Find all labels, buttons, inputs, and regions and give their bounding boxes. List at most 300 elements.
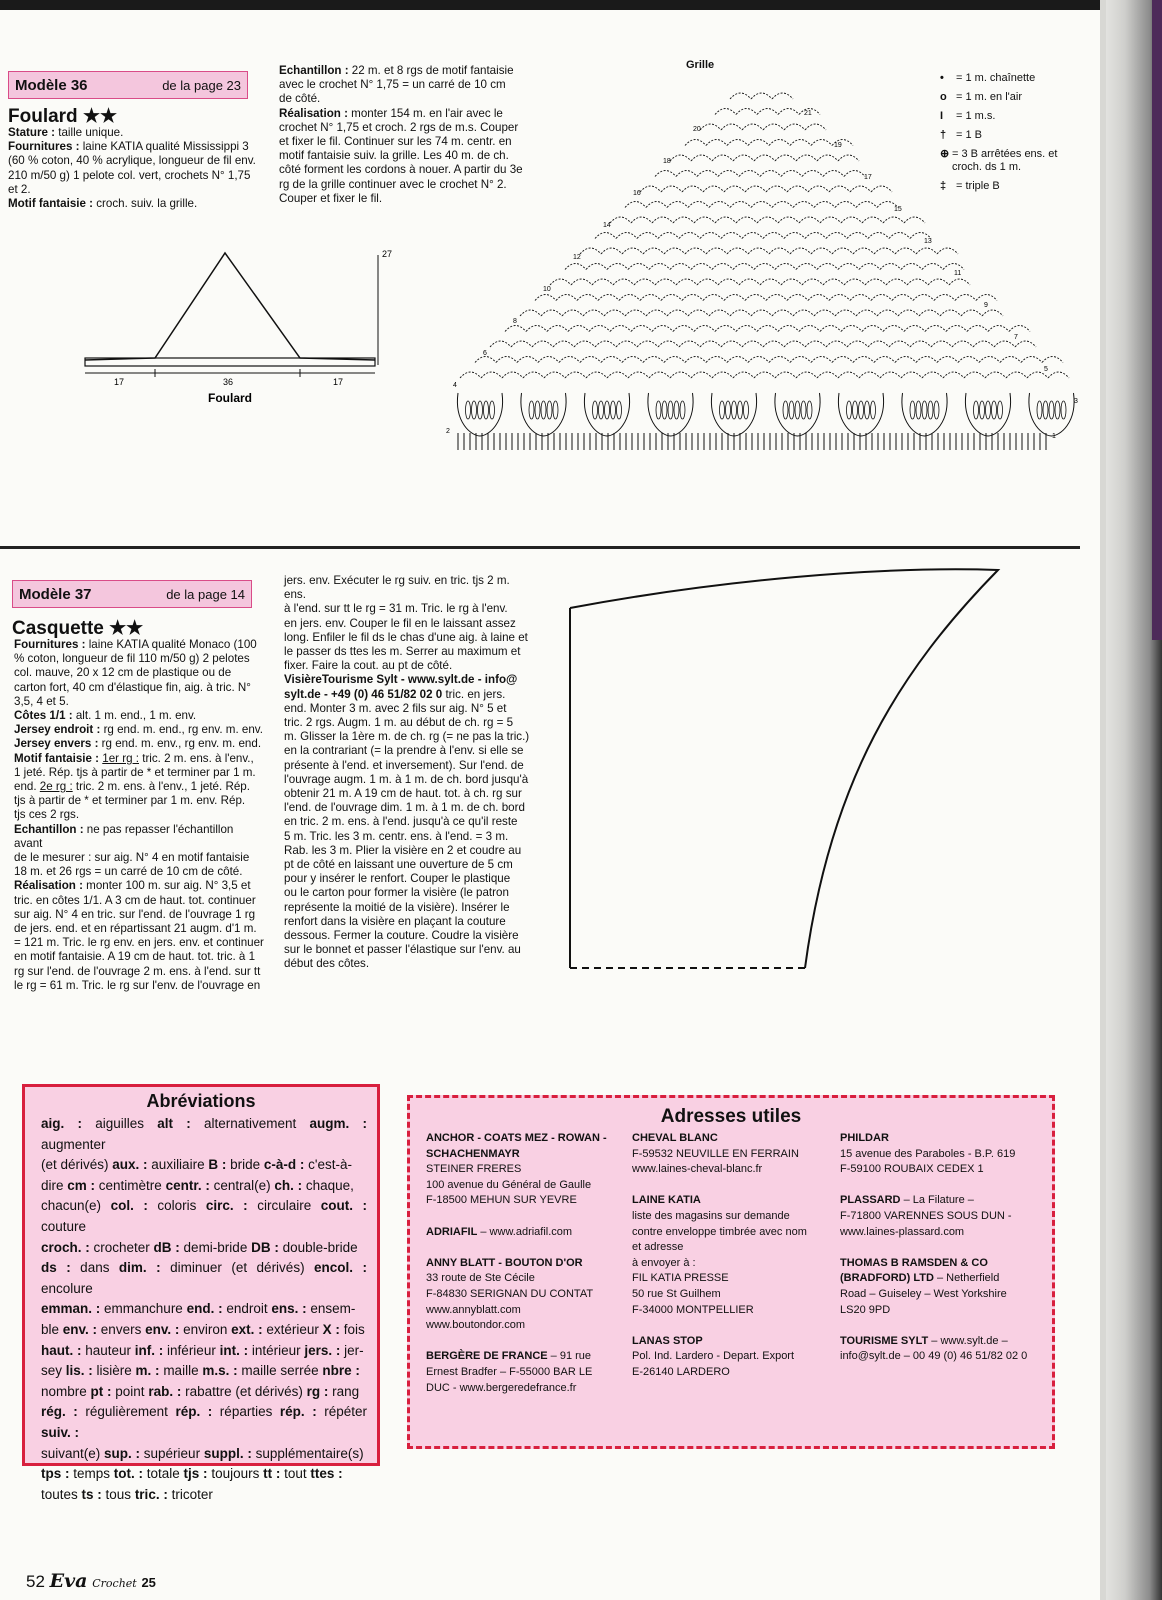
- grid-fan-petal: [553, 401, 558, 419]
- grid-chain-loop: [922, 372, 943, 378]
- grid-chain-loop: [775, 372, 796, 378]
- grid-chain-loop: [793, 310, 814, 316]
- address-line: et adresse: [632, 1241, 684, 1254]
- grid-row-number: 16: [633, 190, 641, 197]
- grid-fan-petal: [605, 401, 610, 419]
- grid-chain-loop: [943, 264, 964, 270]
- grid-chain-loop: [601, 357, 622, 363]
- address-line: www.annyblatt.com: [426, 1303, 521, 1316]
- grid-chain-loop: [784, 124, 805, 130]
- address-line: à envoyer à :: [632, 1256, 696, 1269]
- grid-chain-loop: [649, 264, 670, 270]
- address-line: PHILDAR: [840, 1132, 889, 1144]
- grid-chain-loop: [814, 202, 835, 208]
- grid-row-number: 9: [984, 302, 988, 309]
- grid-chain-loop: [691, 264, 712, 270]
- grid-chain-loop: [781, 171, 802, 177]
- grid-chain-loop: [892, 295, 913, 301]
- grid-chain-loop: [778, 109, 799, 115]
- grid-chain-loop: [580, 357, 601, 363]
- abbreviation-line: ble env. : envers env. : environ ext. : extérieur X : fois: [41, 1321, 365, 1337]
- address-line: info@sylt.de – 00 49 (0) 46 51/82 02 0: [840, 1350, 1028, 1363]
- grid-chain-loop: [808, 295, 829, 301]
- grid-chain-loop: [685, 140, 706, 146]
- grid-chain-loop: [460, 372, 481, 378]
- grid-chain-loop: [553, 341, 574, 347]
- grid-chain-loop: [1015, 341, 1036, 347]
- grid-chain-loop: [850, 186, 871, 192]
- text-line: jers. env. Exécuter le rg suiv. en tric. tjs 2 m. ens.: [284, 574, 510, 602]
- grid-row-number: 20: [693, 126, 701, 133]
- text-line: tric. en côtes 1/1. A 3 cm de haut. tot. continuer: [14, 893, 256, 907]
- model-37-label: Modèle 37: [19, 586, 92, 603]
- grid-chain-loop: [931, 341, 952, 347]
- model-36-supplies: [8, 126, 263, 211]
- grid-chain-loop: [583, 310, 604, 316]
- grid-fan-petal: [490, 401, 495, 419]
- text-line: end. Monter 3 m. avec 2 fils sur aig. N° 5 et: [284, 701, 507, 715]
- text-line: avec le crochet N° 1,75 = un carré de 10 cm: [279, 78, 506, 92]
- page-number: 52: [26, 1572, 45, 1591]
- grid-chain-loop: [754, 264, 775, 270]
- grid-chain-loop: [796, 372, 817, 378]
- grid-chain-loop: [532, 341, 553, 347]
- grid-chain-loop: [751, 93, 772, 99]
- grid-chain-loop: [955, 295, 976, 301]
- text-line: Motif fantaisie : croch. suiv. la grille.: [8, 197, 198, 211]
- address-line: 33 route de Ste Cécile: [426, 1272, 535, 1285]
- text-line: début des côtes.: [284, 957, 370, 971]
- grid-chain-loop: [742, 124, 763, 130]
- grid-chain-loop: [730, 202, 751, 208]
- address-line: LS20 9PD: [840, 1303, 891, 1316]
- text-line: en tric. 2 m. ens. à l'end. jusqu'à ce qu'il reste: [284, 815, 518, 829]
- text-line: de côté.: [279, 92, 321, 106]
- text-line: côté forment les cordons à nouer. A partir du 3e: [279, 163, 523, 177]
- grid-chain-loop: [766, 295, 787, 301]
- grid-chain-loop: [727, 357, 748, 363]
- grid-chain-loop: [826, 233, 847, 239]
- grid-chain-loop: [973, 341, 994, 347]
- grid-chain-loop: [763, 233, 784, 239]
- address-line: SCHACHENMAYR: [426, 1147, 520, 1160]
- grid-chain-loop: [691, 372, 712, 378]
- text-line: et 2.: [8, 182, 31, 196]
- address-line: BERGÈRE DE FRANCE – 91 rue: [426, 1350, 592, 1363]
- grid-chain-loop: [982, 310, 1003, 316]
- grid-fan-petal: [1043, 401, 1048, 419]
- grid-fan-petal: [541, 401, 546, 419]
- grid-chain-loop: [547, 326, 568, 332]
- grid-chain-loop: [670, 264, 691, 270]
- grid-chain-loop: [802, 279, 823, 285]
- grid-chain-loop: [664, 357, 685, 363]
- grid-fan-petal: [922, 401, 927, 419]
- text-line: rg de la grille continuer avec le crochet N° 2.: [279, 177, 507, 191]
- address-line: ADRIAFIL – www.adriafil.com: [426, 1225, 573, 1238]
- grid-chain-loop: [679, 233, 700, 239]
- grid-fan-petal: [529, 401, 534, 419]
- grid-chain-loop: [694, 217, 715, 223]
- text-line: tric. 2 rgs. Augm. 1 m. au début de ch. rg = 5: [284, 716, 514, 730]
- grid-chain-loop: [535, 295, 556, 301]
- grid-chain-loop: [502, 372, 523, 378]
- text-line: motif fantaisie suiv. la grille. Les 40 m. de ch.: [279, 149, 509, 163]
- grid-chain-loop: [778, 217, 799, 223]
- grid-row-number: 21: [804, 110, 812, 117]
- grid-chain-loop: [907, 279, 928, 285]
- grid-chain-loop: [685, 248, 706, 254]
- grid-row-number: 17: [864, 174, 872, 181]
- grid-chain-loop: [715, 326, 736, 332]
- grid-chain-loop: [568, 326, 589, 332]
- grid-chain-loop: [523, 372, 544, 378]
- grid-row-number: 6: [483, 350, 487, 357]
- grid-row-number: 1: [1052, 433, 1056, 440]
- grid-fan-petal: [1055, 401, 1060, 419]
- grid-chain-loop: [571, 279, 592, 285]
- grid-chain-loop: [916, 357, 937, 363]
- grid-chain-loop: [565, 372, 586, 378]
- legend-text: = 1 m.s.: [956, 110, 996, 122]
- text-line: crochet N° 1,75 et croch. 2 rgs de m.s. Couper: [279, 120, 519, 134]
- grid-chain-loop: [748, 248, 769, 254]
- grid-chain-loop: [643, 357, 664, 363]
- text-line: col. mauve, 20 x 12 cm de plastique ou de: [14, 666, 232, 680]
- grid-chain-loop: [967, 326, 988, 332]
- grid-fan: [711, 393, 756, 436]
- address-line: F-84830 SERIGNAN DU CONTAT: [426, 1287, 594, 1300]
- grid-chain-loop: [784, 341, 805, 347]
- grid-row-number: 15: [894, 206, 902, 213]
- grid-chain-loop: [1000, 357, 1021, 363]
- grid-chain-loop: [631, 217, 652, 223]
- text-line: de jers. end. et en répartissant 21 augm. d'1 m.: [14, 922, 257, 936]
- grid-fan-petal: [484, 401, 489, 419]
- grid-chain-loop: [496, 357, 517, 363]
- address-line: F-59100 ROUBAIX CEDEX 1: [840, 1163, 984, 1176]
- text-line: en jers. env. Couper le fil en le laissant assez: [284, 616, 516, 630]
- grid-chain-loop: [937, 248, 958, 254]
- address-line: liste des magasins sur demande: [632, 1209, 790, 1222]
- text-line: l'ouvrage augm. 1 m. à 1 m. de ch. bord jusqu'à: [284, 772, 529, 786]
- addresses-box: [407, 1095, 1055, 1449]
- text-line: Jersey envers : rg end. m. env., rg env. m. end.: [14, 737, 262, 751]
- legend-symbol: ⊕: [940, 148, 950, 160]
- grid-chain-loop: [718, 171, 739, 177]
- grid-chain-loop: [607, 372, 628, 378]
- grid-chain-loop: [769, 140, 790, 146]
- grid-title: Grille: [686, 59, 715, 71]
- grid-chain-loop: [637, 233, 658, 239]
- grid-chain-loop: [610, 217, 631, 223]
- text-line: Rab. les 3 m. Plier la visière en 2 et coudre au: [284, 843, 522, 857]
- grid-chain-loop: [754, 372, 775, 378]
- abbreviation-line: sey lis. : lisière m. : maille m.s. : maille serrée nbre :: [41, 1363, 360, 1379]
- grid-chain-loop: [787, 295, 808, 301]
- issue-number: 25: [141, 1575, 156, 1590]
- grid-chain-loop: [934, 295, 955, 301]
- grid-chain-loop: [559, 357, 580, 363]
- grid-fan-petal: [928, 401, 933, 419]
- grid-chain-loop: [832, 248, 853, 254]
- grid-chain-loop: [757, 109, 778, 115]
- address-line: [840, 1240, 1050, 1256]
- grid-legend: [940, 70, 1085, 199]
- grid-chain-loop: [910, 341, 931, 347]
- grid-chain-loop: [511, 341, 532, 347]
- grid-chain-loop: [745, 186, 766, 192]
- grid-chain-loop: [733, 372, 754, 378]
- grid-chain-loop: [817, 372, 838, 378]
- grid-fan-petal: [599, 401, 604, 419]
- grid-chain-loop: [862, 326, 883, 332]
- grid-chain-loop: [862, 217, 883, 223]
- grid-chain-loop: [895, 357, 916, 363]
- grid-chain-loop: [676, 279, 697, 285]
- abbreviation-line: dire cm : centimètre centr. : central(e) ch. : chaque,: [41, 1177, 354, 1193]
- grid-chain-loop: [640, 186, 661, 192]
- address-line: 50 rue St Guilhem: [632, 1287, 721, 1300]
- grid-chain-loop: [706, 357, 727, 363]
- grid-chain-loop: [949, 279, 970, 285]
- grid-fan-petal: [934, 401, 939, 419]
- text-line: représente la moitié de la visière). Insérer le: [284, 900, 510, 914]
- grid-chain-loop: [904, 217, 925, 223]
- grid-chain-loop: [760, 171, 781, 177]
- text-line: présente à l'end. et inversement). Sur l'end. de: [284, 758, 524, 772]
- model-36-title: Foulard ★★: [8, 106, 118, 127]
- grid-chain-loop: [880, 264, 901, 270]
- grid-fan-petal: [998, 401, 1003, 419]
- abbreviation-line: rég. : régulièrement rép. : réparties rép. : répéter suiv. :: [41, 1404, 368, 1440]
- abbreviation-line: (et dérivés) aux. : auxiliaire B : bride c-à-d : c'est-à-: [41, 1157, 352, 1173]
- grid-chain-loop: [799, 217, 820, 223]
- address-line: [426, 1334, 626, 1350]
- model-37-page-ref: de la page 14: [166, 587, 245, 602]
- grid-chain-loop: [832, 357, 853, 363]
- grid-chain-loop: [859, 264, 880, 270]
- grid-chain-loop: [778, 326, 799, 332]
- addresses-col-3: [840, 1131, 1050, 1365]
- grid-fan-petal: [617, 401, 622, 419]
- grid-fan-petal: [720, 401, 725, 419]
- text-line: sur aig. N° 4 en tric. sur l'end. de l'ouvrage 1 rg: [14, 907, 256, 921]
- address-line: www.boutondor.com: [426, 1319, 526, 1332]
- model-37-col-1: [14, 638, 264, 993]
- grid-chain-loop: [538, 357, 559, 363]
- grid-chain-loop: [610, 326, 631, 332]
- grid-chain-loop: [889, 341, 910, 347]
- text-line: dessous. Fermer la couture. Coudre la visière: [284, 929, 519, 943]
- grid-fan-petal: [910, 401, 915, 419]
- grid-chain-loop: [937, 357, 958, 363]
- grid-chain-loop: [964, 372, 985, 378]
- grid-chain-loop: [847, 233, 868, 239]
- grid-chain-loop: [772, 93, 793, 99]
- grid-chain-loop: [790, 140, 811, 146]
- grid-chain-loop: [565, 264, 586, 270]
- grid-fan-petal: [789, 401, 794, 419]
- dim-center: 36: [223, 377, 234, 387]
- grid-row-number: 8: [513, 318, 517, 325]
- grid-chain-loop: [781, 279, 802, 285]
- grid-chain-loop: [883, 326, 904, 332]
- grid-chain-loop: [811, 248, 832, 254]
- text-line: Couper et fixer le fil.: [279, 191, 383, 205]
- grid-chain-loop: [739, 279, 760, 285]
- grid-chain-loop: [811, 357, 832, 363]
- grid-chain-loop: [715, 217, 736, 223]
- text-line: carton fort, 40 cm d'élastique fin, aig. à tric. N°: [14, 680, 251, 694]
- grid-chain-loop: [673, 326, 694, 332]
- grid-chain-loop: [649, 372, 670, 378]
- grid-chain-loop: [709, 202, 730, 208]
- text-line: en motif fantaisie. A 19 cm de haut. tot. tric. à 1: [14, 950, 256, 964]
- grid-chain-loop: [526, 326, 547, 332]
- address-line: [426, 1209, 626, 1225]
- grid-chain-loop: [754, 155, 775, 161]
- grid-chain-loop: [577, 295, 598, 301]
- grid-fan: [902, 393, 947, 436]
- grid-fan-petal: [535, 401, 540, 419]
- grid-chain-loop: [904, 326, 925, 332]
- top-bar: [0, 0, 1162, 10]
- grid-chain-loop: [835, 310, 856, 316]
- grid-chain-loop: [748, 357, 769, 363]
- grid-row-number: 4: [453, 382, 457, 389]
- text-line: 18 m. et 26 rgs = un carré de 10 cm de côté.: [14, 865, 243, 879]
- grid-chain-loop: [958, 357, 979, 363]
- grid-chain-loop: [670, 372, 691, 378]
- text-line: pour y insérer le renfort. Couper le plastique: [284, 872, 511, 886]
- grid-chain-loop: [880, 372, 901, 378]
- text-line: Réalisation : monter 100 m. sur aig. N° 3,5 et: [14, 879, 251, 893]
- grid-fan-petal: [853, 401, 858, 419]
- visor-outline: [570, 569, 998, 968]
- grid-chain-loop: [646, 202, 667, 208]
- address-line: CHEVAL BLANC: [632, 1132, 718, 1144]
- text-line: tjs ces 2 rgs.: [14, 808, 80, 822]
- grid-chain-loop: [718, 279, 739, 285]
- text-line: = 121 m. Tric. le rg env. en jers. env. et continuer: [14, 936, 264, 950]
- grid-chain-loop: [490, 341, 511, 347]
- grid-chain-loop: [859, 372, 880, 378]
- grid-chain-loop: [820, 326, 841, 332]
- grid-chain-loop: [637, 341, 658, 347]
- grid-chain-loop: [829, 295, 850, 301]
- grid-chain-loop: [1006, 372, 1027, 378]
- address-line: www.laines-plassard.com: [840, 1225, 965, 1238]
- grid-chain-loop: [688, 202, 709, 208]
- address-line: F-59532 NEUVILLE EN FERRAIN: [632, 1147, 799, 1160]
- grid-chain-loop: [751, 202, 772, 208]
- address-line: [632, 1318, 832, 1334]
- grid-chain-loop: [598, 295, 619, 301]
- cover-edge: [1152, 0, 1162, 640]
- grid-chain-loop: [820, 217, 841, 223]
- address-line: 15 avenue des Paraboles - B.P. 619: [840, 1147, 1016, 1160]
- grid-chain-loop: [475, 357, 496, 363]
- address-line: www.laines-cheval-blanc.fr: [632, 1163, 763, 1176]
- grid-chain-loop: [748, 140, 769, 146]
- page-edge-highlight: [1100, 0, 1106, 1600]
- abbreviation-line: nombre pt : point rab. : rabattre (et dérivés) rg : rang: [41, 1383, 360, 1399]
- address-line: LAINE KATIA: [632, 1194, 701, 1207]
- model-36-header: [8, 71, 248, 99]
- grid-chain-loop: [724, 186, 745, 192]
- grid-chain-loop: [664, 248, 685, 254]
- grid-chain-loop: [607, 264, 628, 270]
- grid-chain-loop: [952, 341, 973, 347]
- grid-chain-loop: [616, 341, 637, 347]
- grid-chain-loop: [856, 202, 877, 208]
- grid-chain-loop: [919, 310, 940, 316]
- text-line: Jersey endroit : rg end. m. end., rg env. m. env.: [14, 723, 263, 737]
- grid-fan: [521, 393, 566, 436]
- grid-chain-loop: [829, 186, 850, 192]
- grid-chain-loop: [646, 310, 667, 316]
- grid-chain-loop: [673, 217, 694, 223]
- address-line: THOMAS B RAMSDEN & CO: [840, 1256, 988, 1269]
- grid-chain-loop: [676, 171, 697, 177]
- grid-chain-loop: [595, 233, 616, 239]
- grid-chain-loop: [733, 155, 754, 161]
- grid-chain-loop: [775, 155, 796, 161]
- grid-fan: [457, 393, 502, 436]
- grid-chain-loop: [817, 155, 838, 161]
- grid-chain-loop: [580, 248, 601, 254]
- grid-fan: [775, 393, 820, 436]
- grid-chain-loop: [655, 279, 676, 285]
- abbreviations-title: Abréviations: [146, 1091, 256, 1111]
- model-36-label: Modèle 36: [15, 77, 88, 94]
- grid-chain-loop: [694, 326, 715, 332]
- grid-chain-loop: [889, 233, 910, 239]
- grid-chain-loop: [769, 357, 790, 363]
- grid-chain-loop: [721, 341, 742, 347]
- address-line: LANAS STOP: [632, 1334, 703, 1347]
- text-line: Réalisation : monter 154 m. en l'air avec le: [279, 106, 503, 120]
- grid-chain-loop: [733, 264, 754, 270]
- grid-chain-loop: [913, 295, 934, 301]
- grid-chain-loop: [604, 310, 625, 316]
- grid-chain-loop: [868, 233, 889, 239]
- address-line: STEINER FRERES: [426, 1163, 522, 1176]
- grid-chain-loop: [652, 217, 673, 223]
- grid-row-number: 12: [573, 254, 581, 261]
- address-line: F-18500 MEHUN SUR YEVRE: [426, 1194, 577, 1207]
- grid-chain-loop: [721, 124, 742, 130]
- grid-chain-loop: [625, 202, 646, 208]
- grid-fan-petal: [593, 401, 598, 419]
- abbreviation-line: haut. : hauteur inf. : inférieur int. : intérieur jers. : jer-: [41, 1342, 364, 1358]
- text-line: et fixer le fil. Continuer sur les 74 m. centr. en: [279, 135, 512, 149]
- grid-chain-loop: [700, 233, 721, 239]
- grid-chain-loop: [658, 341, 679, 347]
- grid-chain-loop: [784, 233, 805, 239]
- grid-fan: [648, 393, 693, 436]
- grid-fan-petal: [871, 401, 876, 419]
- grid-chain-loop: [730, 93, 751, 99]
- text-line: % coton, longueur de fil 110 m/50 g) 2 pelotes: [14, 652, 250, 666]
- dim-height: 27: [382, 249, 393, 259]
- addresses-col-2: [632, 1131, 832, 1381]
- text-line: le passer ds ttes les m. Serrer au maximum et: [284, 645, 521, 659]
- address-line: ANNY BLATT - BOUTON D'OR: [426, 1256, 583, 1269]
- text-line: Motif fantaisie : 1er rg : tric. 2 m. ens. à l'env.,: [14, 751, 254, 765]
- addresses-title: Adresses utiles: [660, 1106, 802, 1127]
